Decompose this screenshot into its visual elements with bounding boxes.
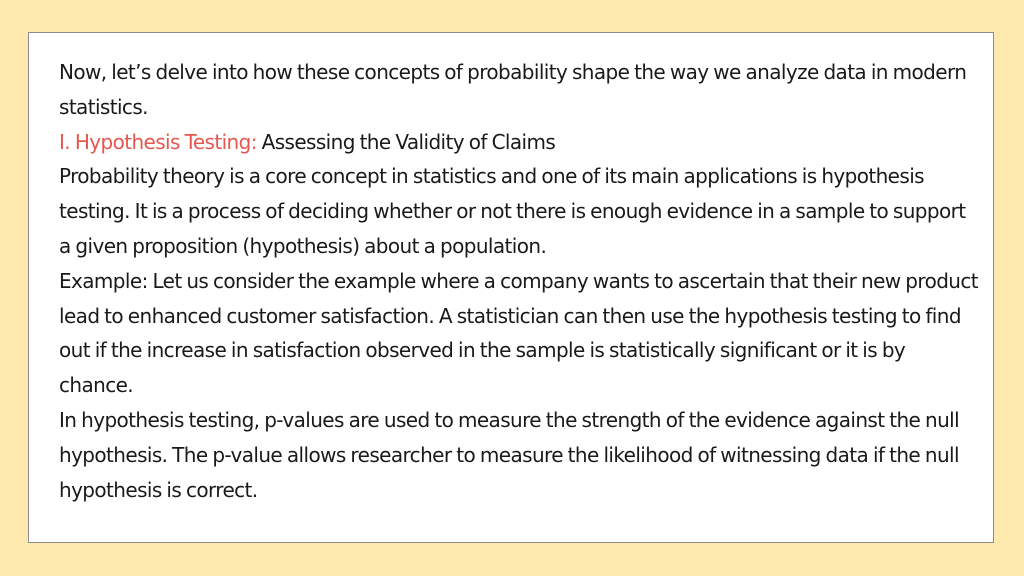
content-card [28, 32, 994, 543]
text-block [59, 55, 979, 507]
p-value-paragraph: In hypothesis testing, p-values are used to measure the strength of the evidence against the null hypothesis. The p-value allows researcher to measure the likelihood of witnessing data if the null hypothesis is correct. [59, 407, 960, 502]
section-heading-label: I. Hypothesis Testing: [59, 129, 257, 154]
example-paragraph: Example: Let us consider the example where a company wants to ascertain that their new product lead to enhanced customer satisfaction. A statistician can then use the hypothesis testing to find out if the increase in satisfaction observed in the sample is statistically significant or it is by chance. [59, 268, 979, 398]
intro-paragraph: Now, let’s delve into how these concepts of probability shape the way we analyze data in modern statistics. [59, 60, 967, 119]
section-heading [59, 125, 979, 160]
definition-paragraph: Probability theory is a core concept in statistics and one of its main applications is hypothesis testing. It is a process of deciding whether or not there is enough evidence in a sample to support a given proposition (hypothesis) about a population. [59, 164, 966, 258]
section-heading-title: Assessing the Validity of Claims [256, 129, 556, 154]
